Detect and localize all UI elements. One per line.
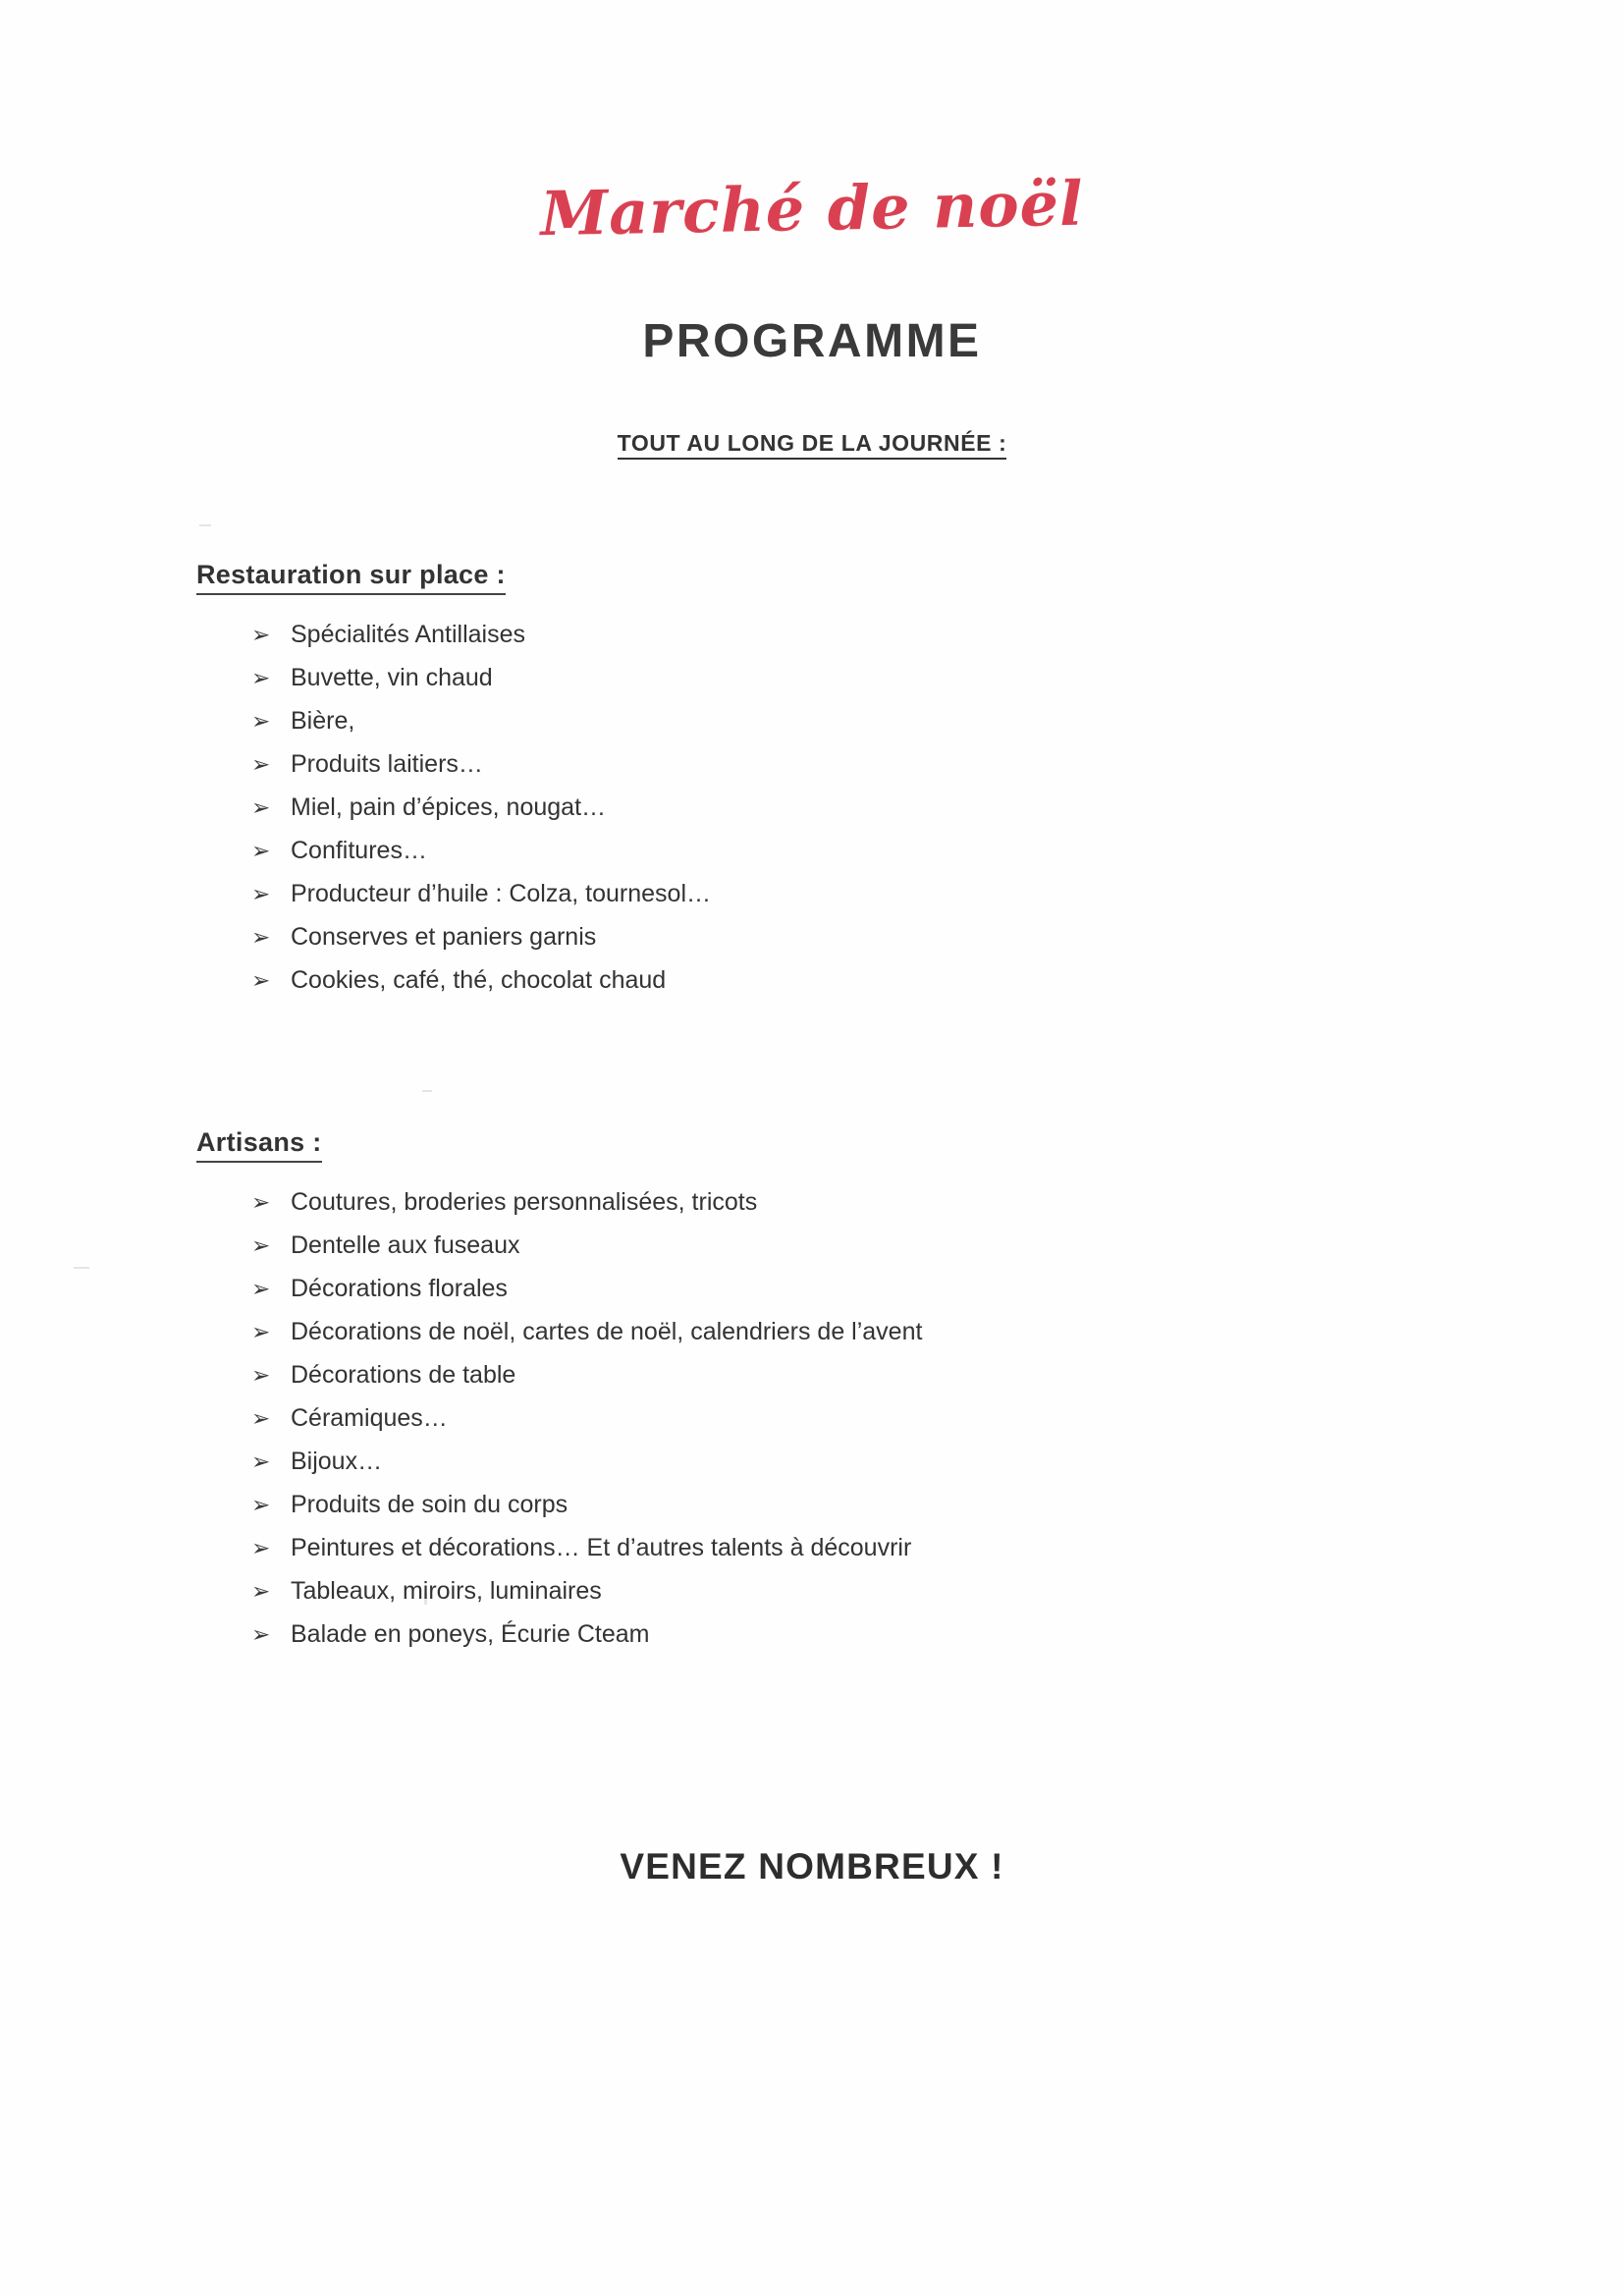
- list-item: [244, 1267, 1473, 1310]
- arrow-bullet-icon: ➢: [251, 881, 271, 906]
- arrow-bullet-icon: ➢: [251, 1449, 271, 1474]
- list-item-label: Décorations de noël, cartes de noël, calendriers de l’avent: [291, 1318, 923, 1345]
- list-item: [244, 1396, 1473, 1440]
- arrow-bullet-icon: ➢: [251, 665, 271, 690]
- arrow-bullet-icon: ➢: [251, 794, 271, 820]
- list-item-label: Produits laitiers…: [291, 750, 483, 778]
- list-item: [244, 613, 1473, 656]
- list-item: [244, 1310, 1473, 1353]
- list-item: [244, 1613, 1473, 1656]
- arrow-bullet-icon: ➢: [251, 1492, 271, 1517]
- list-item: [244, 1483, 1473, 1526]
- section-restauration-heading: Restauration sur place :: [196, 560, 506, 595]
- section-artisans: [196, 1127, 1473, 1656]
- arrow-bullet-icon: ➢: [251, 1362, 271, 1388]
- scan-artifact: [199, 524, 211, 526]
- list-item-label: Décorations de table: [291, 1361, 516, 1389]
- scan-artifact: [422, 1090, 432, 1092]
- arrow-bullet-icon: ➢: [251, 1276, 271, 1301]
- list-item: [244, 1440, 1473, 1483]
- list-item-label: Cookies, café, thé, chocolat chaud: [291, 966, 667, 994]
- arrow-bullet-icon: ➢: [251, 967, 271, 993]
- list-item: [244, 1353, 1473, 1396]
- list-item-label: Dentelle aux fuseaux: [291, 1231, 520, 1259]
- arrow-bullet-icon: ➢: [251, 1319, 271, 1344]
- list-item-label: Tableaux, miroirs, luminaires: [291, 1577, 602, 1605]
- list-item-label: Produits de soin du corps: [291, 1491, 568, 1518]
- arrow-bullet-icon: ➢: [251, 838, 271, 863]
- arrow-bullet-icon: ➢: [251, 924, 271, 950]
- restauration-list: [196, 613, 1473, 1002]
- list-item: [244, 958, 1473, 1002]
- arrow-bullet-icon: ➢: [251, 1535, 271, 1560]
- all-day-label-text: TOUT AU LONG DE LA JOURNÉE :: [618, 430, 1007, 460]
- page-title: Marché de noël: [539, 167, 1085, 250]
- list-item-label: Confitures…: [291, 837, 427, 864]
- list-item-label: Coutures, broderies personnalisées, tricots: [291, 1188, 758, 1216]
- arrow-bullet-icon: ➢: [251, 1189, 271, 1215]
- list-item: [244, 872, 1473, 915]
- all-day-label: [0, 430, 1624, 457]
- list-item-label: Buvette, vin chaud: [291, 664, 493, 691]
- arrow-bullet-icon: ➢: [251, 622, 271, 647]
- arrow-bullet-icon: ➢: [251, 1578, 271, 1604]
- list-item: [244, 1569, 1473, 1613]
- list-item-label: Producteur d’huile : Colza, tournesol…: [291, 880, 712, 907]
- list-item: [244, 1180, 1473, 1224]
- list-item: [244, 699, 1473, 742]
- section-restauration: [196, 560, 1473, 1002]
- programme-heading: PROGRAMME: [642, 315, 982, 367]
- list-item: [244, 1526, 1473, 1569]
- arrow-bullet-icon: ➢: [251, 708, 271, 734]
- arrow-bullet-icon: ➢: [251, 1232, 271, 1258]
- list-item-label: Balade en poneys, Écurie Cteam: [291, 1620, 650, 1648]
- list-item: [244, 742, 1473, 786]
- closing-statement: VENEZ NOMBREUX !: [620, 1846, 1004, 1886]
- list-item-label: Conserves et paniers garnis: [291, 923, 597, 951]
- list-item: [244, 915, 1473, 958]
- list-item-label: Bière,: [291, 707, 355, 735]
- list-item-label: Spécialités Antillaises: [291, 621, 526, 648]
- section-artisans-heading: Artisans :: [196, 1127, 322, 1163]
- list-item: [244, 656, 1473, 699]
- list-item-label: Décorations florales: [291, 1275, 508, 1302]
- list-item: [244, 786, 1473, 829]
- list-item-label: Miel, pain d’épices, nougat…: [291, 793, 607, 821]
- artisans-list: [196, 1180, 1473, 1656]
- list-item: [244, 1224, 1473, 1267]
- list-item: [244, 829, 1473, 872]
- scan-artifact: [74, 1267, 89, 1269]
- list-item-label: Céramiques…: [291, 1404, 448, 1432]
- arrow-bullet-icon: ➢: [251, 1405, 271, 1431]
- list-item-label: Bijoux…: [291, 1448, 383, 1475]
- list-item-label: Peintures et décorations… Et d’autres talents à découvrir: [291, 1534, 912, 1561]
- arrow-bullet-icon: ➢: [251, 751, 271, 777]
- arrow-bullet-icon: ➢: [251, 1621, 271, 1647]
